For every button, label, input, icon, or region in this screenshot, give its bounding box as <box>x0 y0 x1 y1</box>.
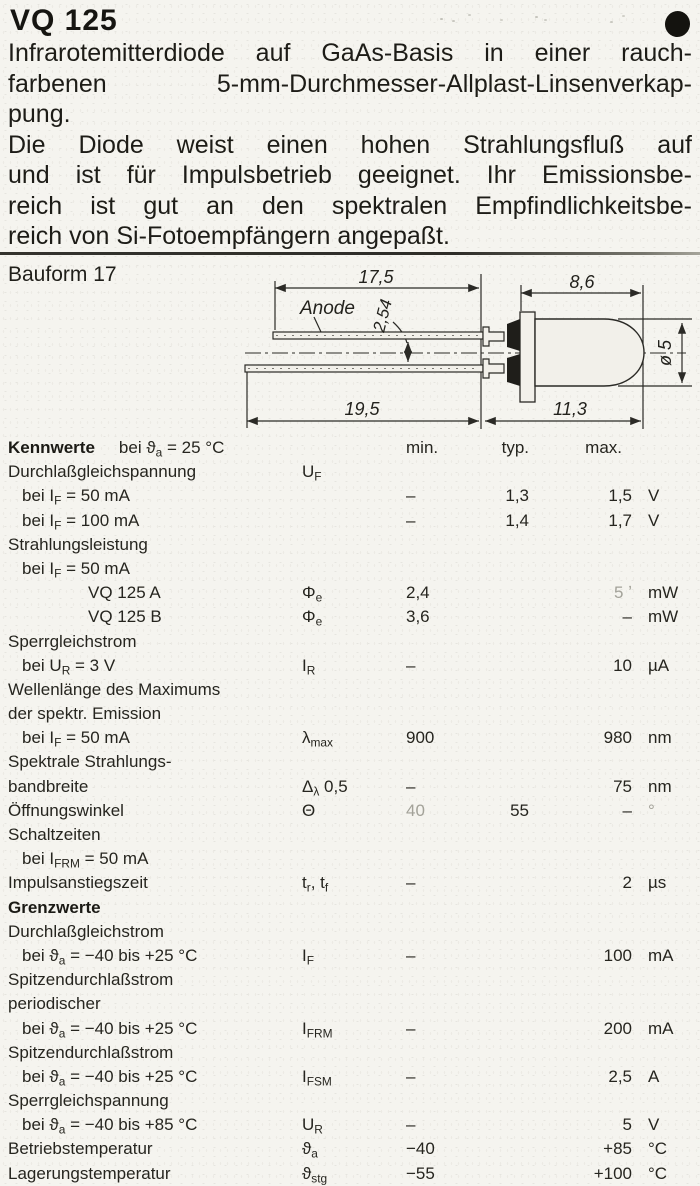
row-label: bei $ϑ_a = -40$ bis +25 °C <box>22 1018 198 1041</box>
table-row <box>0 871 700 895</box>
row-max <box>535 1041 640 1065</box>
row-unit <box>640 920 692 944</box>
row-typ <box>465 1017 535 1041</box>
row-min: 2,4 <box>406 583 430 603</box>
row-typ <box>465 654 535 678</box>
row-max: 2 <box>622 873 632 893</box>
row-symbol <box>298 1041 400 1065</box>
row-symbol: $I_F$ <box>302 945 314 968</box>
row-label: Durchlaßgleichspannung <box>8 462 197 482</box>
row-max: 980 <box>603 728 632 748</box>
row-typ <box>465 630 535 654</box>
row-min <box>400 992 465 1016</box>
kennwerte-condition: bei $ϑ_a = 25$ °C <box>118 438 225 460</box>
dim-pitch-label: 2,54 <box>369 297 396 335</box>
row-unit <box>640 533 692 557</box>
row-symbol: $I_{FSM}$ <box>302 1066 332 1089</box>
row-min: 3,6 <box>406 607 430 627</box>
kennwerte-heading: Kennwerte <box>8 438 95 457</box>
row-typ <box>465 581 535 605</box>
row-unit: mA <box>648 945 674 965</box>
row-label: bei $I_F = 50$ mA <box>22 486 130 508</box>
row-max: 1,5 <box>608 486 632 506</box>
row-label: Spitzendurchlaßstrom <box>8 1042 174 1062</box>
row-min: – <box>406 1066 416 1086</box>
table-row <box>0 1041 700 1065</box>
spec-table-rows <box>0 460 700 1186</box>
row-unit <box>640 968 692 992</box>
row-typ <box>465 992 535 1016</box>
row-typ <box>465 1113 535 1137</box>
row-min <box>400 678 465 702</box>
row-min <box>400 896 465 920</box>
table-row <box>0 1089 700 1113</box>
row-max: 1,7 <box>608 510 632 530</box>
row-label: Wellenlänge des Maximums <box>8 679 221 699</box>
intro-line: Infrarotemitterdiode auf GaAs-Basis in einer rauch- <box>8 39 692 67</box>
row-min: – <box>406 776 416 796</box>
row-min <box>400 823 465 847</box>
row-unit: nm <box>648 776 672 796</box>
row-unit: A <box>648 1066 660 1086</box>
row-unit: V <box>648 486 660 506</box>
row-symbol <box>298 992 400 1016</box>
dim-lens-label: 8,6 <box>569 272 595 292</box>
intro-line: und ist für Impulsbetrieb geeignet. Ihr Emissionsbe- <box>8 161 692 189</box>
row-max: 10 <box>613 655 632 675</box>
row-typ <box>465 896 535 920</box>
intro-line: farbenen 5-mm-Durchmesser-Allplast-Linsenverkap- <box>8 69 692 98</box>
row-unit <box>640 896 692 920</box>
table-row <box>0 968 700 992</box>
row-min: – <box>406 486 416 506</box>
row-min: – <box>406 873 416 893</box>
row-typ <box>465 750 535 774</box>
row-max <box>535 847 640 871</box>
dim-body-label: 11,3 <box>553 399 587 419</box>
table-row <box>0 630 700 654</box>
row-symbol <box>298 678 400 702</box>
row-symbol: Θ <box>302 800 316 820</box>
row-symbol <box>298 750 400 774</box>
row-label: VQ 125 B <box>88 607 162 627</box>
row-max <box>535 678 640 702</box>
row-symbol: $U_F$ <box>302 462 322 484</box>
table-row <box>0 484 700 508</box>
col-symbol-header <box>298 436 400 460</box>
row-label: VQ 125 A <box>88 583 161 603</box>
intro-paragraph <box>8 38 692 252</box>
anode-label: Anode <box>300 298 355 319</box>
row-symbol: $U_R$ <box>302 1115 323 1137</box>
row-symbol: $I_R$ <box>302 655 316 678</box>
row-typ <box>465 1041 535 1065</box>
intro-line: Die Diode weist einen hohen Strahlungsfluß auf <box>8 130 692 159</box>
spec-table <box>0 436 700 1186</box>
row-typ <box>465 460 535 484</box>
row-max <box>535 920 640 944</box>
section-rule <box>0 252 700 255</box>
row-min <box>400 920 465 944</box>
row-typ <box>465 1065 535 1089</box>
row-max <box>535 630 640 654</box>
intro-line: reich von Si-Fotoempfängern angepaßt. <box>8 222 450 250</box>
row-symbol <box>298 702 400 726</box>
row-label: Betriebstemperatur <box>8 1139 153 1159</box>
row-label: Schaltzeiten <box>8 825 101 844</box>
diode-outline-drawing <box>230 262 700 436</box>
row-max: – <box>622 607 632 627</box>
table-row <box>0 678 700 702</box>
row-min <box>400 702 465 726</box>
row-max <box>535 992 640 1016</box>
table-row <box>0 920 700 944</box>
row-min: – <box>406 1018 416 1038</box>
row-unit: °C <box>648 1139 668 1159</box>
scan-noise <box>440 18 443 20</box>
row-unit: mW <box>648 607 679 627</box>
row-min <box>400 968 465 992</box>
row-unit <box>640 992 692 1016</box>
row-typ <box>465 605 535 629</box>
row-label: Öffnungswinkel <box>8 800 124 820</box>
row-unit <box>640 1041 692 1065</box>
anode-lead <box>273 332 483 339</box>
row-min <box>400 557 465 581</box>
row-max <box>535 702 640 726</box>
row-min: −40 <box>406 1139 435 1159</box>
row-max: 100 <box>603 945 632 965</box>
table-row <box>0 1162 700 1186</box>
row-min: – <box>406 1115 416 1135</box>
row-min: – <box>406 945 416 965</box>
dim-top-lead-label: 17,5 <box>358 267 394 287</box>
row-label: bei $ϑ_a = -40$ bis +25 °C <box>22 1066 198 1089</box>
row-symbol <box>298 557 400 581</box>
row-unit: mW <box>648 583 679 603</box>
row-min <box>400 1041 465 1065</box>
row-unit <box>640 460 692 484</box>
bauform-label: Bauform 17 <box>8 263 117 286</box>
row-max: 75 <box>613 776 632 796</box>
row-unit: nm <box>648 728 672 748</box>
row-symbol <box>298 896 400 920</box>
row-label: Strahlungsleistung <box>8 534 148 554</box>
row-unit: ° <box>648 800 655 820</box>
page-title: VQ 125 <box>10 4 118 37</box>
row-symbol <box>298 509 400 533</box>
dim-bottom-lead-label: 19,5 <box>344 399 380 419</box>
table-row <box>0 823 700 847</box>
row-typ <box>465 775 535 799</box>
row-typ <box>465 678 535 702</box>
row-symbol <box>298 823 400 847</box>
col-max-header: max. <box>585 438 622 457</box>
row-typ <box>465 968 535 992</box>
flange <box>520 312 535 402</box>
row-unit: V <box>648 1115 660 1135</box>
row-min <box>400 533 465 557</box>
row-max <box>535 460 640 484</box>
row-symbol <box>298 920 400 944</box>
table-row <box>0 775 700 799</box>
row-max: +100 <box>593 1163 632 1183</box>
lead-frame-bottom <box>483 359 504 378</box>
table-row <box>0 605 700 629</box>
row-min: 40 <box>406 800 425 820</box>
registration-dot <box>663 9 693 40</box>
row-min <box>400 750 465 774</box>
row-label: Sperrgleichspannung <box>8 1091 169 1111</box>
row-unit: °C <box>648 1163 668 1183</box>
table-header <box>0 436 700 460</box>
row-unit: mA <box>648 1018 674 1038</box>
row-max <box>535 896 640 920</box>
intro-line: reich ist gut an den spektralen Empfindlichkeitsbe- <box>8 191 692 220</box>
row-symbol: $I_{FRM}$ <box>302 1018 333 1041</box>
row-label: bei $I_F = 100$ mA <box>22 510 140 533</box>
table-row <box>0 1065 700 1089</box>
row-unit <box>640 823 692 847</box>
table-row <box>0 1113 700 1137</box>
row-label: Impulsanstiegszeit <box>8 873 148 893</box>
table-header-title-cell <box>8 436 298 460</box>
row-typ <box>465 920 535 944</box>
row-symbol: $\Phi_e$ <box>302 583 323 605</box>
row-max <box>535 533 640 557</box>
table-row <box>0 533 700 557</box>
row-unit <box>640 1089 692 1113</box>
row-symbol: $t_r$, $t_f$ <box>302 873 329 895</box>
row-min: −55 <box>406 1163 435 1183</box>
row-unit <box>640 557 692 581</box>
row-symbol: $\Phi_e$ <box>302 607 323 629</box>
row-label: periodischer <box>8 994 101 1014</box>
row-max: 2,5 <box>608 1066 632 1086</box>
row-max: +85 <box>603 1139 632 1159</box>
table-row <box>0 557 700 581</box>
row-max <box>535 557 640 581</box>
row-min <box>400 847 465 871</box>
row-label: Spektrale Strahlungs- <box>8 752 172 772</box>
row-symbol: $\Delta_\lambda$ 0,5 <box>302 776 348 799</box>
row-typ: 55 <box>510 800 529 820</box>
row-unit <box>640 678 692 702</box>
row-typ <box>465 823 535 847</box>
row-unit <box>640 630 692 654</box>
row-label: bei $ϑ_a = -40$ bis +85 °C <box>22 1115 198 1137</box>
row-min <box>400 460 465 484</box>
row-typ <box>465 1137 535 1161</box>
reflector-cup-bottom <box>507 354 520 386</box>
row-unit: µs <box>648 873 667 893</box>
row-typ <box>465 702 535 726</box>
row-label: bandbreite <box>8 776 89 796</box>
row-min <box>400 1089 465 1113</box>
col-typ-header: typ. <box>501 438 529 457</box>
row-label: Sperrgleichstrom <box>8 631 137 651</box>
table-row <box>0 750 700 774</box>
row-label: bei $I_F = 50$ mA <box>22 728 130 750</box>
row-max <box>535 1089 640 1113</box>
row-label: Durchlaßgleichstrom <box>8 921 164 941</box>
row-typ <box>465 726 535 750</box>
table-row <box>0 1137 700 1161</box>
row-min <box>400 630 465 654</box>
row-label: bei $U_R = 3$ V <box>22 655 116 678</box>
col-unit-header <box>640 436 692 460</box>
row-max <box>535 750 640 774</box>
table-row <box>0 992 700 1016</box>
table-row <box>0 1017 700 1041</box>
row-symbol <box>298 1089 400 1113</box>
row-typ <box>465 1162 535 1186</box>
row-max: 5 ʼ <box>614 583 632 603</box>
row-max: – <box>622 800 632 820</box>
row-unit: V <box>648 510 660 530</box>
row-symbol: $\lambda_{max}$ <box>302 728 333 750</box>
table-row <box>0 460 700 484</box>
row-symbol <box>298 533 400 557</box>
reflector-cup-top <box>507 319 520 351</box>
row-typ <box>465 847 535 871</box>
row-max: 200 <box>603 1018 632 1038</box>
row-unit <box>640 847 692 871</box>
row-typ <box>465 944 535 968</box>
table-row <box>0 896 700 920</box>
row-label: der spektr. Emission <box>8 704 162 724</box>
row-max <box>535 823 640 847</box>
row-symbol <box>298 847 400 871</box>
intro-line: pung. <box>8 100 71 128</box>
row-unit <box>640 702 692 726</box>
row-typ <box>465 533 535 557</box>
row-label: Lagerungstemperatur <box>8 1163 171 1183</box>
dim-diameter-label: ø 5 <box>655 339 675 367</box>
row-typ: 1,4 <box>505 510 529 530</box>
table-row <box>0 581 700 605</box>
row-min: – <box>406 510 416 530</box>
lens-body <box>535 319 644 386</box>
row-max: 5 <box>622 1115 632 1135</box>
table-row <box>0 654 700 678</box>
row-symbol: $ϑ_{stg}$ <box>302 1163 328 1186</box>
col-min-header: min. <box>406 438 439 457</box>
row-label: Grenzwerte <box>8 897 101 917</box>
table-row <box>0 726 700 750</box>
row-label: Spitzendurchlaßstrom <box>8 970 174 990</box>
table-row <box>0 702 700 726</box>
row-typ <box>465 871 535 895</box>
row-min: – <box>406 655 416 675</box>
table-row <box>0 799 700 823</box>
row-min: 900 <box>406 728 435 748</box>
row-unit <box>640 750 692 774</box>
row-symbol <box>298 630 400 654</box>
row-symbol <box>298 968 400 992</box>
row-symbol: $ϑ_a$ <box>302 1139 318 1161</box>
table-row <box>0 944 700 968</box>
row-symbol <box>298 484 400 508</box>
table-row <box>0 509 700 533</box>
row-unit: µA <box>648 655 670 675</box>
row-max <box>535 968 640 992</box>
row-label: bei $I_{FRM} = 50$ mA <box>22 849 149 871</box>
anode-leader <box>314 317 321 332</box>
row-label: bei $ϑ_a = -40$ bis +25 °C <box>22 945 198 968</box>
lead-frame-top <box>483 327 504 346</box>
row-label: bei $I_F = 50$ mA <box>22 558 130 581</box>
row-typ <box>465 1089 535 1113</box>
row-typ: 1,3 <box>505 486 529 506</box>
table-row <box>0 847 700 871</box>
row-typ <box>465 557 535 581</box>
